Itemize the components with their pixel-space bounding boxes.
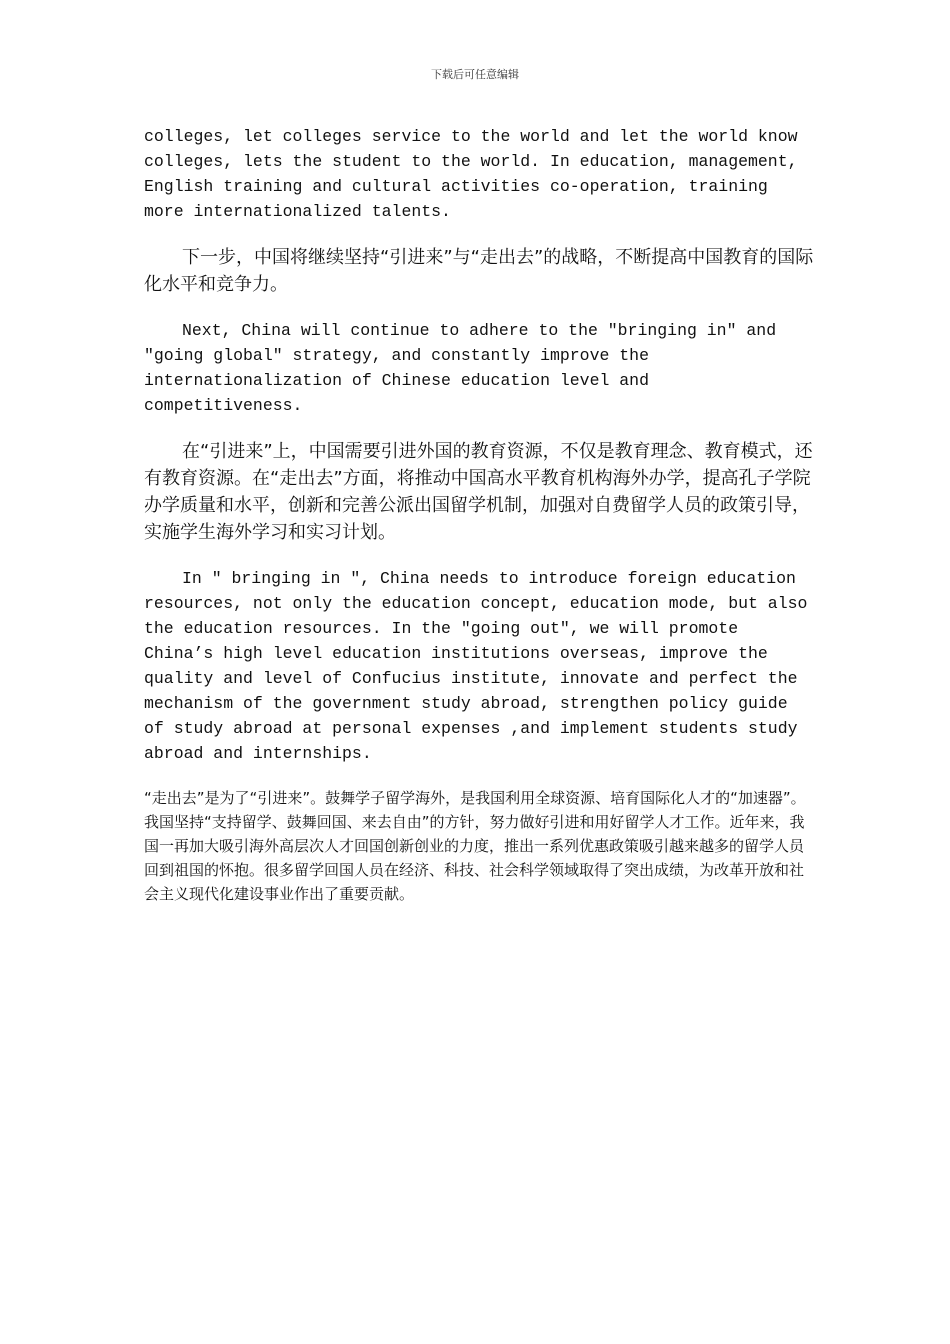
paragraph-english-1: colleges, let colleges service to the world and let the world know colleges, lets the student to the world. In education, management, English training and cultural activities co-operation, training more internationalized talents. — [144, 127, 798, 221]
paragraph-chinese-2: 在“引进来”上，中国需要引进外国的教育资源，不仅是教育理念、教育模式，还有教育资源。在“走出去”方面，将推动中国高水平教育机构海外办学，提高孔子学院办学质量和水平，创新和完善公派出国留学机制，加强对自费留学人员的政策引导，实施学生海外学习和实习计划。 — [144, 441, 813, 543]
paragraph-chinese-3: “走出去”是为了“引进来”。鼓舞学子留学海外，是我国利用全球资源、培育国际化人才的“加速器”。我国坚持“支持留学、鼓舞回国、来去自由”的方针，努力做好引进和用好留学人才工作。近年来，我国一再加大吸引海外高层次人才回国创新创业的力度，推出一系列优惠政策吸引越来越多的留学人员回到祖国的怀抱。很多留学回国人员在经济、科技、社会科学领域取得了突出成绩，为改革开放和社会主义现代化建设事业作出了重要贡献。 — [144, 789, 806, 903]
document-body — [144, 124, 814, 906]
paragraph-english-3: In " bringing in ", China needs to introduce foreign education resources, not only the education concept, education mode, but also the education resources. In the "going out", we will promote China’s high level education institutions overseas, improve the quality and level of Confucius institute, innovate and perfect the mechanism of the government study abroad, strengthen policy guide of study abroad at personal expenses ,and implement students study abroad and internships. — [144, 569, 808, 763]
page-header: 下载后可任意编辑 — [431, 68, 519, 81]
paragraph-chinese-1: 下一步，中国将继续坚持“引进来”与“走出去”的战略，不断提高中国教育的国际化水平和竞争力。 — [144, 247, 814, 295]
paragraph-english-2: Next, China will continue to adhere to the "bringing in" and "going global" strategy, and constantly improve the internationalization of Chinese education level and competitiveness. — [144, 321, 777, 415]
